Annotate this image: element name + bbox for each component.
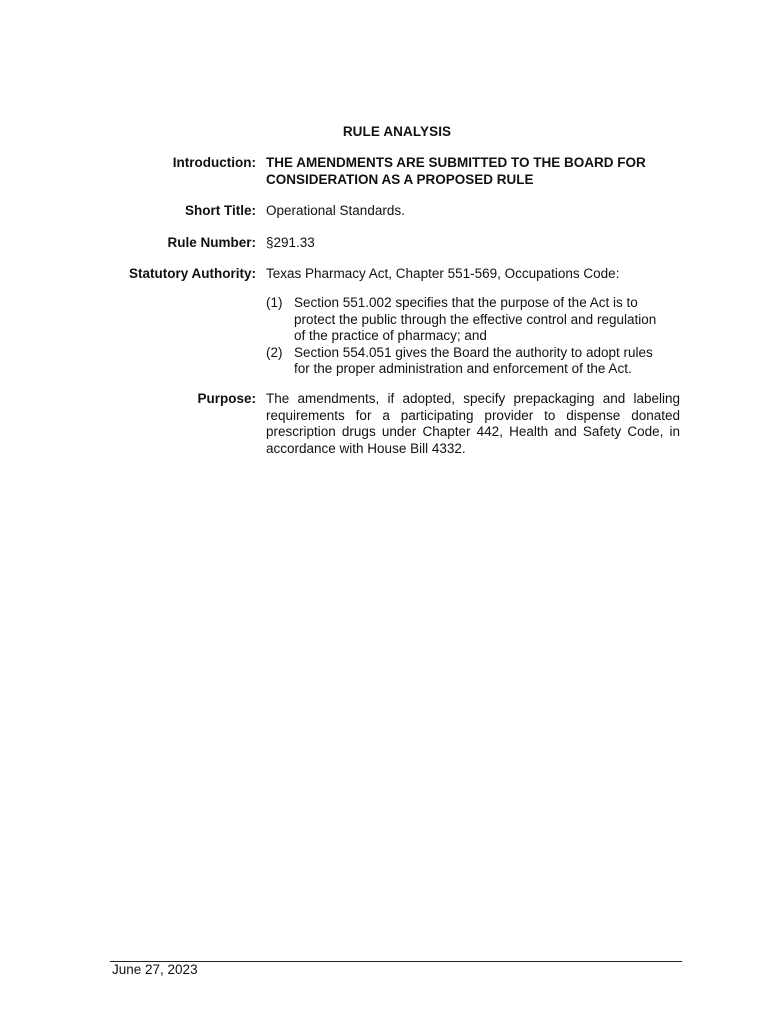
rule-number-value: §291.33 <box>266 235 315 250</box>
short-title-value: Operational Standards. <box>266 203 405 218</box>
document-title: RULE ANALYSIS <box>342 124 452 139</box>
statutory-authority-value: Texas Pharmacy Act, Chapter 551-569, Occupations Code: <box>266 266 620 281</box>
purpose-label: Purpose: <box>197 391 256 406</box>
list-item-number: (1) <box>266 295 283 310</box>
statutory-authority-list <box>266 295 670 378</box>
introduction-label: Introduction: <box>172 155 256 170</box>
purpose-value: The amendments, if adopted, specify prepackaging and labeling requirements for a participating provider to dispense donated prescription drugs under Chapter 442, Health and Safety Code, in accordance with House Bill 4332. <box>266 391 680 456</box>
footer-date: June 27, 2023 <box>112 962 198 977</box>
list-item-text: Section 554.051 gives the Board the authority to adopt rules for the proper administration and enforcement of the Act. <box>294 344 653 376</box>
list-item-number: (2) <box>266 344 283 360</box>
statutory-authority-label: Statutory Authority: <box>129 266 256 281</box>
list-item <box>266 345 670 378</box>
rule-number-label: Rule Number: <box>167 235 256 250</box>
list-item <box>266 295 670 345</box>
introduction-value: THE AMENDMENTS ARE SUBMITTED TO THE BOARD FOR CONSIDERATION AS A PROPOSED RULE <box>266 155 646 187</box>
list-item-text: Section 551.002 specifies that the purpose of the Act is to protect the public through the effective control and regulation of the practice of pharmacy; and <box>294 295 657 343</box>
short-title-label: Short Title: <box>184 203 256 218</box>
